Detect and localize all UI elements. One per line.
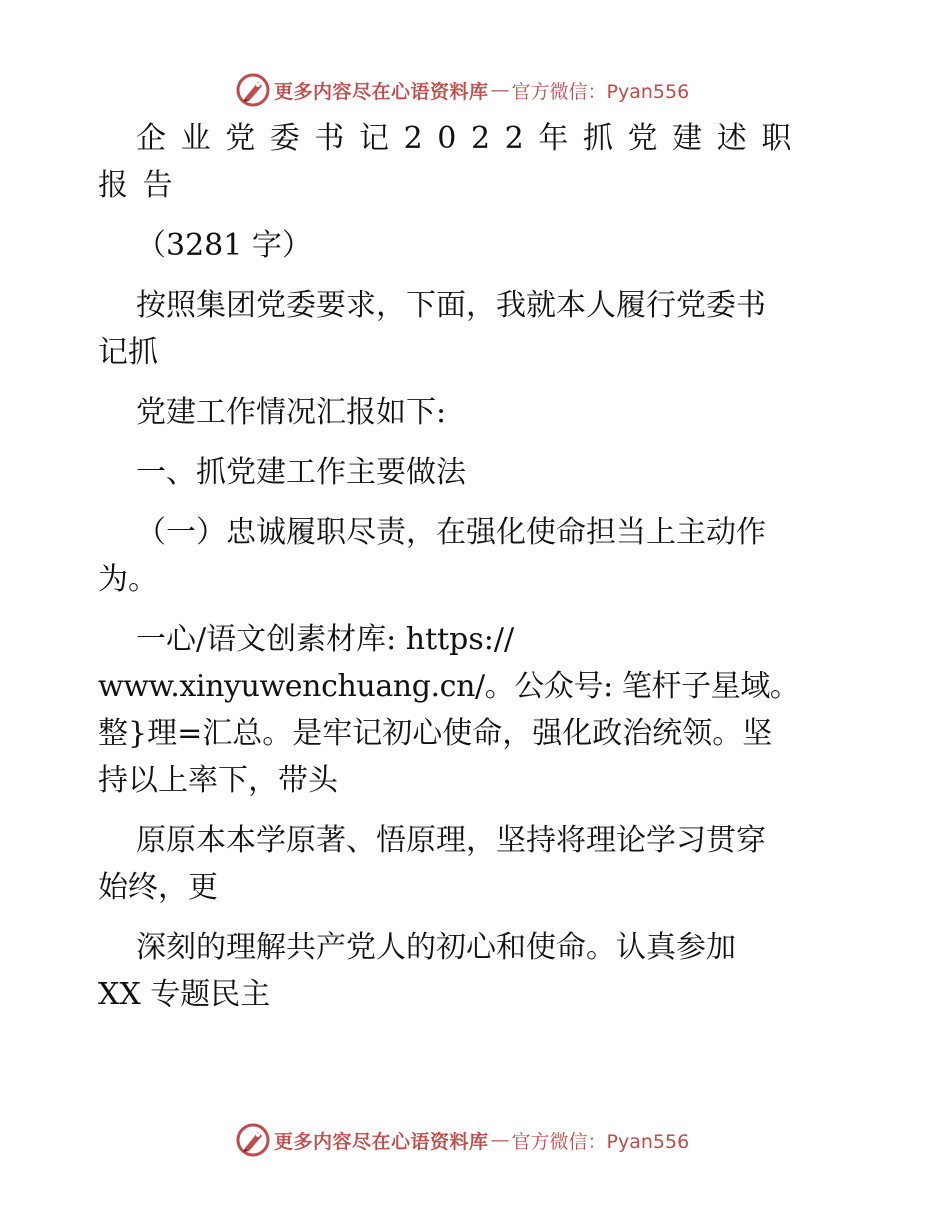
paragraph-line: 持以上率下，带头 xyxy=(98,764,338,798)
paragraph-line: 原原本本学原著、悟原理，坚持将理论学习贯穿 xyxy=(136,824,766,858)
banner-wechat: 官方微信：Pyan556 xyxy=(511,80,690,103)
paragraph-line: www.xinyuwenchuang.cn/。公众号: 笔杆子星域。 xyxy=(98,670,800,704)
word-count: （3281 字） xyxy=(136,229,312,263)
section-heading: 一、抓党建工作主要做法 xyxy=(136,456,466,490)
paragraph-line: 一心/语文创素材库: https:// xyxy=(136,623,515,657)
pen-logo-icon xyxy=(236,1123,270,1157)
paragraph-line: 党建工作情况汇报如下: xyxy=(136,396,447,430)
banner-wechat: 官方微信：Pyan556 xyxy=(511,1130,690,1153)
subsection-heading: （一）忠诚履职尽责，在强化使命担当上主动作 xyxy=(136,516,766,550)
paragraph-line: XX 专题民主 xyxy=(98,978,271,1012)
document-body xyxy=(98,122,854,1012)
paragraph-line: 整}理=汇总。是牢记初心使命，强化政治统领。坚 xyxy=(98,717,773,751)
banner-slogan: 更多内容尽在心语资料库 xyxy=(274,80,489,103)
banner-dash: — xyxy=(490,79,510,101)
subsection-heading: 为。 xyxy=(98,563,158,597)
banner-slogan: 更多内容尽在心语资料库 xyxy=(274,1130,489,1153)
paragraph-line: 深刻的理解共产党人的初心和使命。认真参加 xyxy=(136,931,736,965)
paragraph-line: 始终，更 xyxy=(98,871,218,905)
banner-dash: — xyxy=(490,1129,510,1151)
header-banner xyxy=(236,72,689,108)
pen-logo-icon xyxy=(236,73,270,107)
footer-banner xyxy=(236,1122,689,1158)
paragraph-line: 按照集团党委要求，下面，我就本人履行党委书 xyxy=(136,289,766,323)
document-title-line1: 企业党委书记2022年抓党建述职 xyxy=(136,122,806,156)
paragraph-line: 记抓 xyxy=(98,336,158,370)
document-title-line2: 报告 xyxy=(98,169,188,203)
